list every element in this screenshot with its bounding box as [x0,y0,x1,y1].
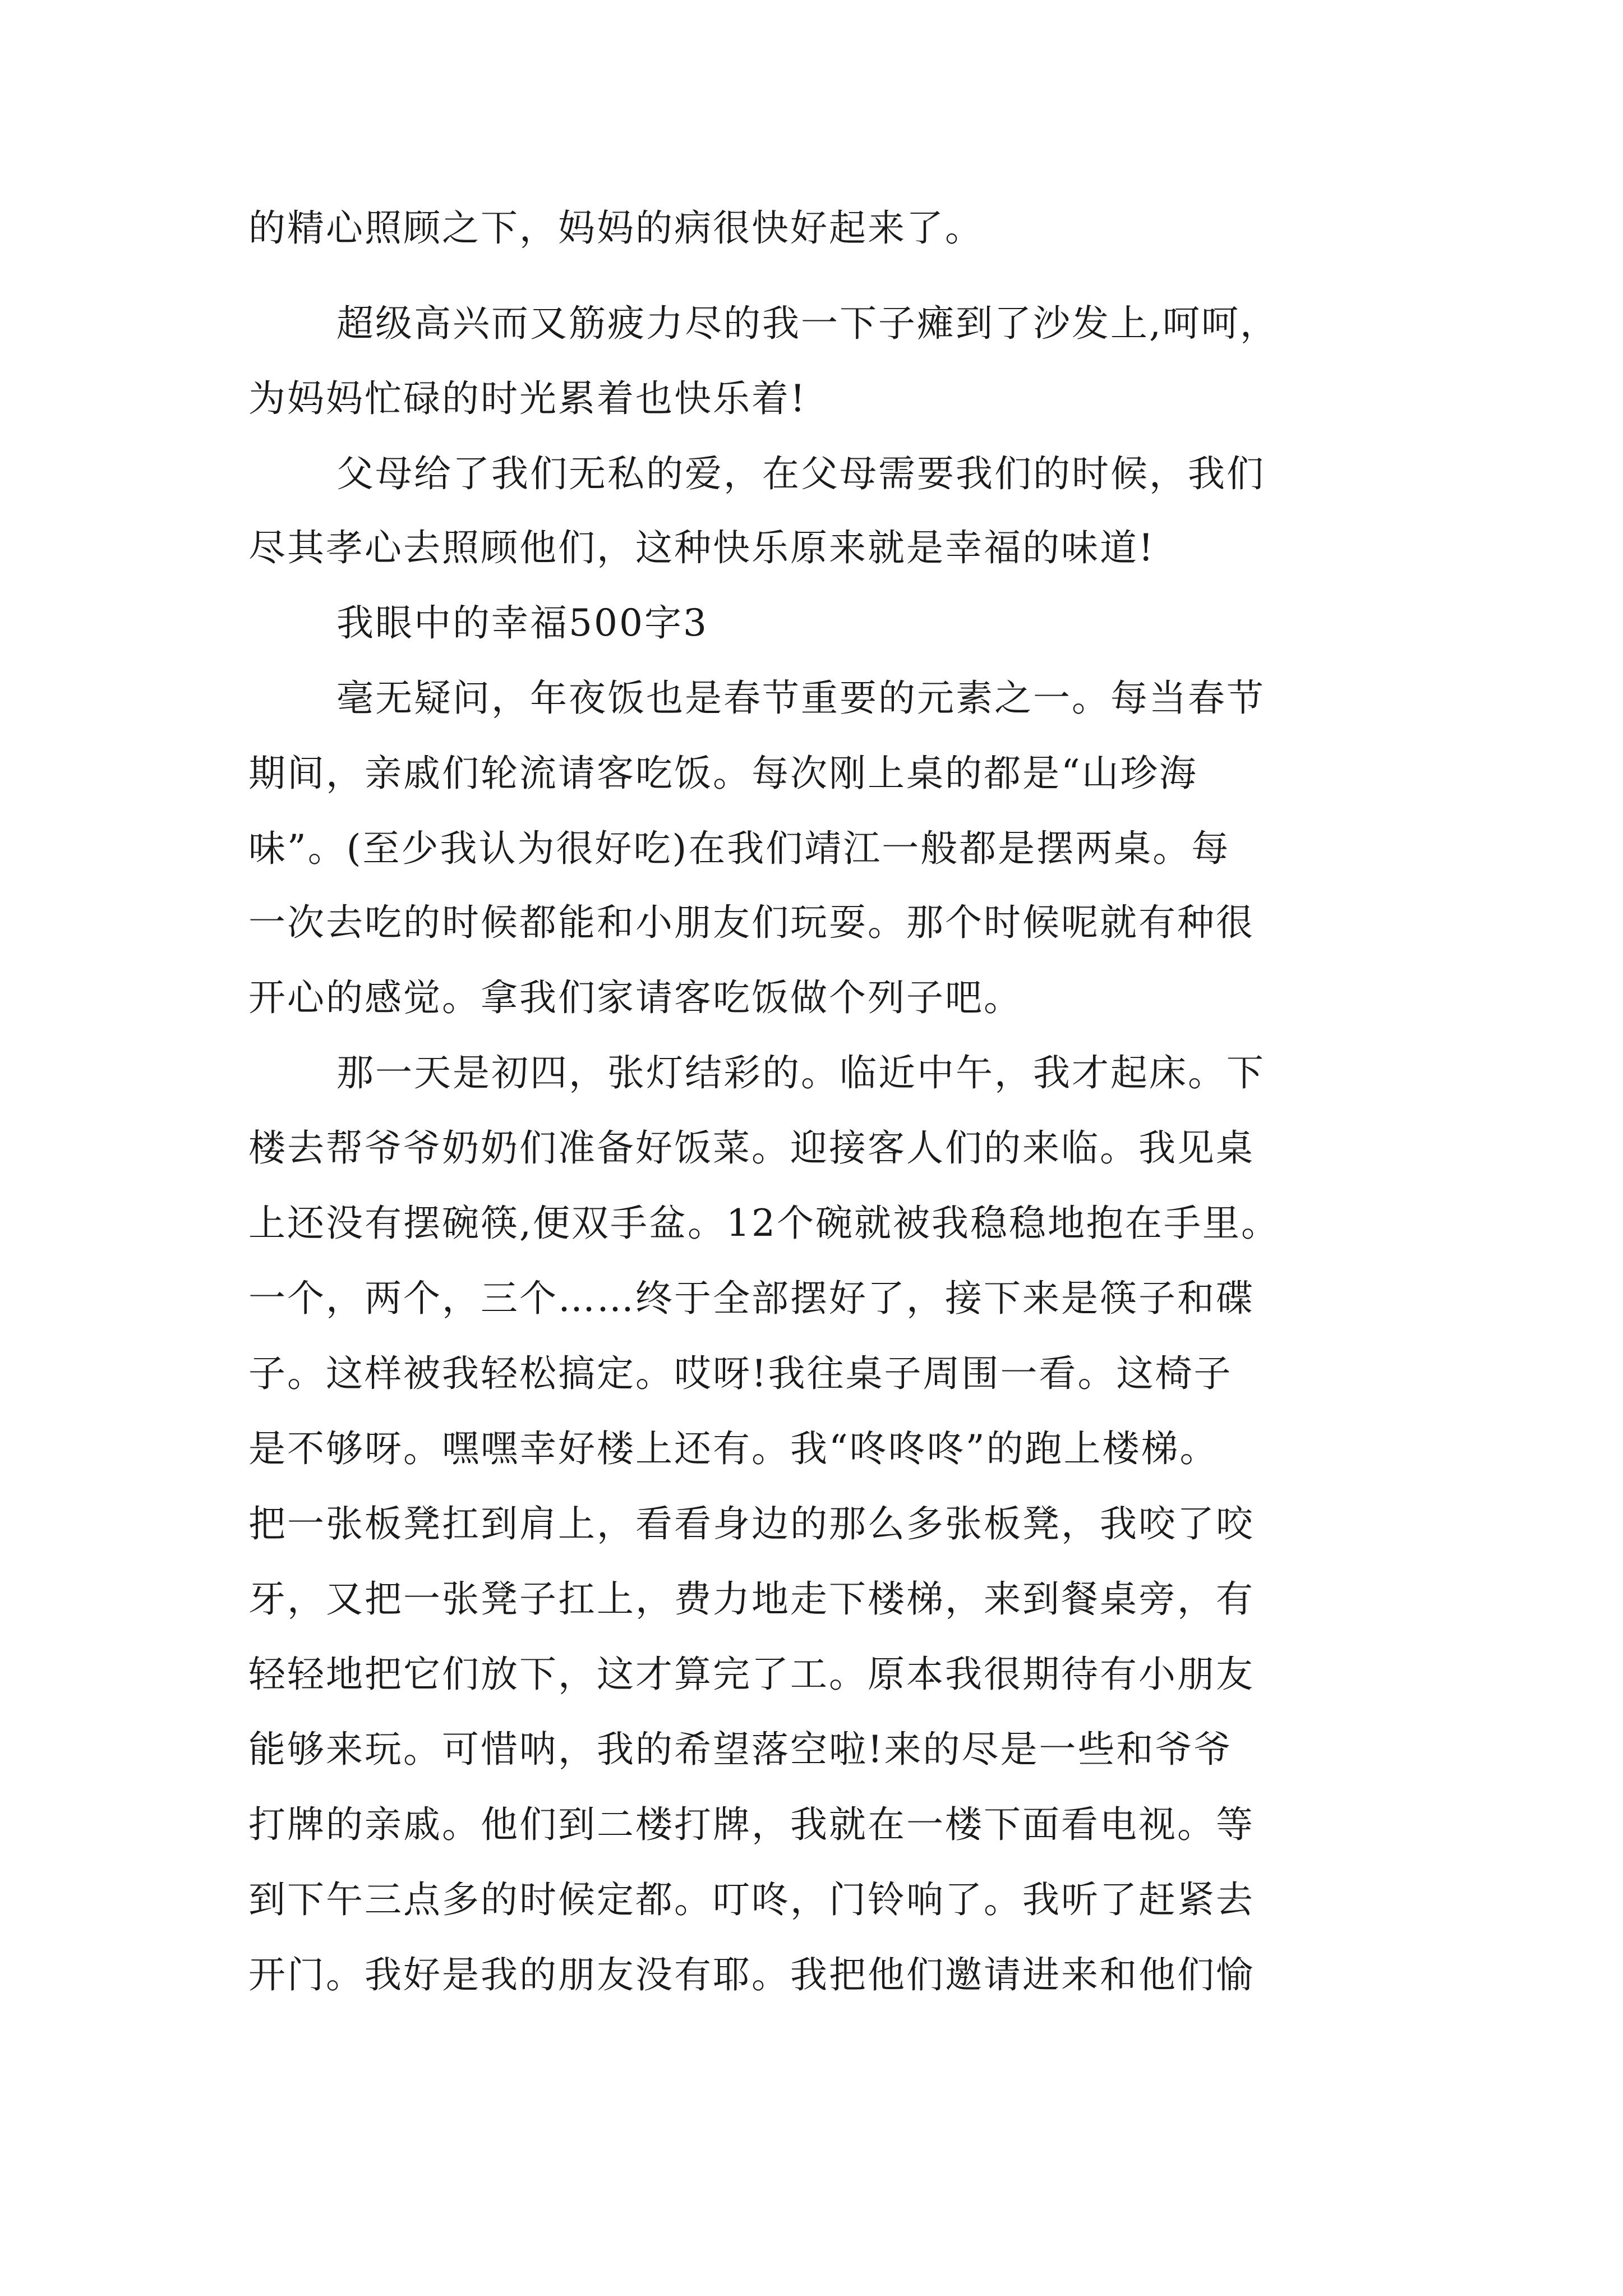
text-line: 把一张板凳扛到肩上，看看身边的那么多张板凳，我咬了咬 [248,1502,1255,1545]
text-line: 那一天是初四，张灯结彩的。临近中午，我才起床。下 [336,1051,1265,1094]
text-line: 毫无疑问，年夜饭也是春节重要的元素之一。每当春节 [336,677,1265,720]
text-line: 开心的感觉。拿我们家请客吃饭做个列子吧。 [248,976,1022,1019]
text-line: 能够来玩。可惜呐，我的希望落空啦!来的尽是一些和爷爷 [248,1728,1233,1771]
text-line: 楼去帮爷爷奶奶们准备好饭菜。迎接客人们的来临。我见桌 [248,1126,1255,1170]
text-line: 上还没有摆碗筷,便双手盆。12个碗就被我稳稳地抱在手里。 [248,1202,1280,1245]
text-line: 牙，又把一张凳子扛上，费力地走下楼梯，来到餐桌旁，有 [248,1577,1255,1621]
text-line: 轻轻地把它们放下，这才算完了工。原本我很期待有小朋友 [248,1653,1255,1696]
text-line: 期间，亲戚们轮流请客吃饭。每次刚上桌的都是“山珍海 [248,752,1198,795]
text-line: 尽其孝心去照顾他们，这种快乐原来就是幸福的味道! [248,526,1155,569]
text-line: 打牌的亲戚。他们到二楼打牌，我就在一楼下面看电视。等 [248,1803,1255,1846]
text-line: 子。这样被我轻松搞定。哎呀!我往桌子周围一看。这椅子 [248,1352,1233,1395]
text-line: 的精心照顾之下，妈妈的病很快好起来了。 [248,206,984,250]
text-line: 到下午三点多的时候定都。叮咚，门铃响了。我听了赶紧去 [248,1878,1255,1921]
text-line: 一次去吃的时候都能和小朋友们玩耍。那个时候呢就有种很 [248,901,1255,944]
text-line: 开门。我好是我的朋友没有耶。我把他们邀请进来和他们愉 [248,1953,1255,1996]
text-line: 一个，两个，三个……终于全部摆好了，接下来是筷子和碟 [248,1277,1255,1320]
text-line: 味”。(至少我认为很好吃)在我们靖江一般都是摆两桌。每 [248,827,1230,870]
text-line: 超级高兴而又筋疲力尽的我一下子瘫到了沙发上,呵呵， [336,302,1279,345]
text-line: 为妈妈忙碌的时光累着也快乐着! [248,377,807,420]
text-line: 是不够呀。嘿嘿幸好楼上还有。我“咚咚咚”的跑上楼梯。 [248,1427,1219,1470]
text-line: 父母给了我们无私的爱，在父母需要我们的时候，我们 [336,452,1265,495]
section-heading: 我眼中的幸福500字3 [336,601,708,645]
